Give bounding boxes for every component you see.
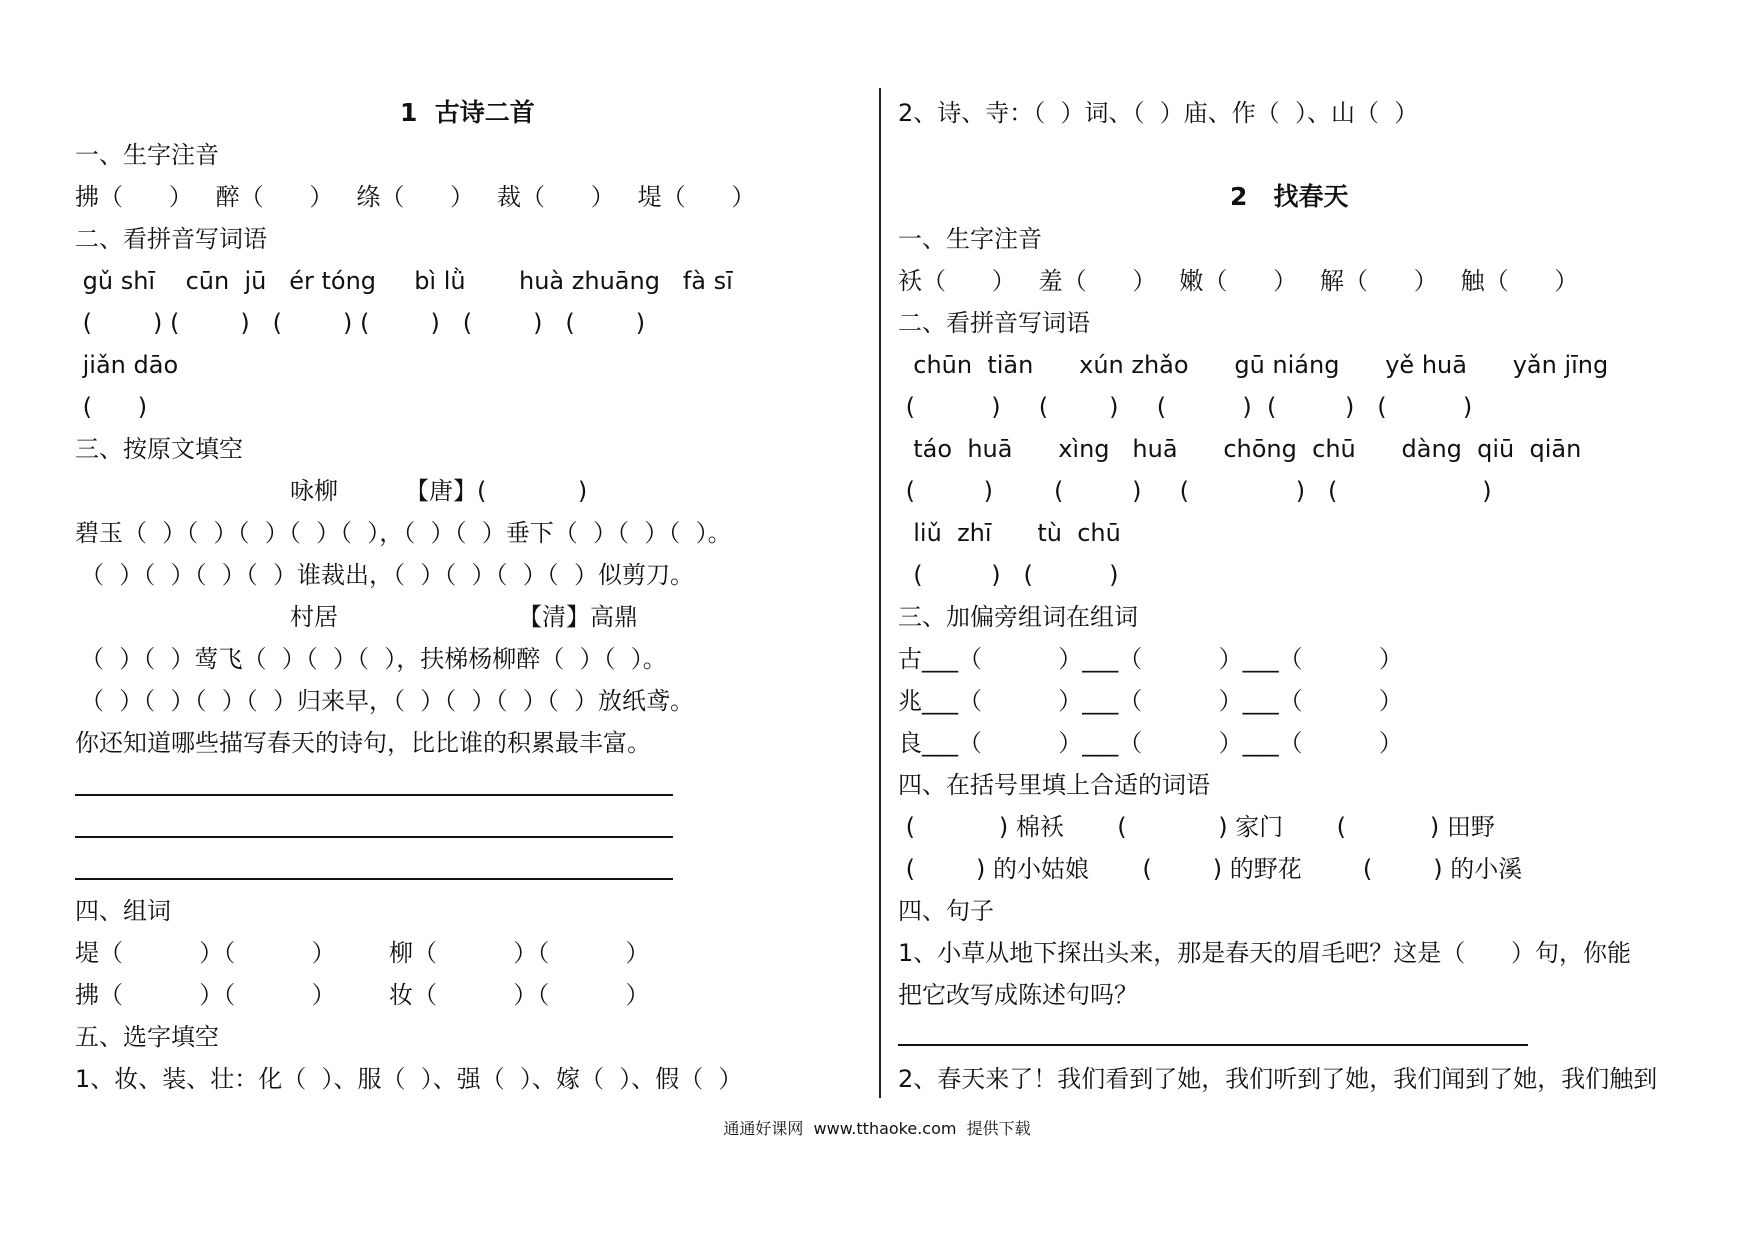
- lesson2-pinyin-row-2: táo huā xìng huā chōng chū dàng qiū qiān: [898, 435, 1582, 463]
- lesson2-sec3-heading: 三、加偏旁组词在组词: [898, 603, 1138, 631]
- column-divider: [879, 88, 881, 1098]
- lesson1-sec4-heading: 四、组词: [75, 897, 171, 925]
- lesson1-pinyin-row-1: gǔ shī cūn jū ér tóng bì lǜ huà zhuāng fà sī: [75, 267, 733, 295]
- word-group-line-2: 拂（ ）（ ） 妆（ ）（ ）: [75, 981, 650, 1009]
- poem2-line-1: （ ）（ ）莺飞（ ）（ ）（ ），扶梯杨柳醉（ ）（ ）。: [80, 645, 667, 673]
- spring-poem-question: 你还知道哪些描写春天的诗句，比比谁的积累最丰富。: [75, 729, 651, 757]
- poem2-author: 【清】高鼎: [518, 603, 638, 631]
- sentence-question-1-line-1: 1、小草从地下探出头来，那是春天的眉毛吧？这是（ ）句，你能: [898, 939, 1632, 967]
- lesson2-blank-row-3: ( ) ( ): [898, 561, 1119, 589]
- lesson1-blank-row-1: ( ) ( ) ( ) ( ) ( ) ( ): [75, 309, 646, 337]
- left-column: [0, 0, 870, 1240]
- lesson2-blank-row-1: ( ) ( ) ( ) ( ) ( ): [898, 393, 1473, 421]
- lesson2-sec5-heading: 四、句子: [898, 897, 994, 925]
- poem2-title: 村居: [290, 603, 338, 631]
- lesson1-char-phonetic-line: 拂（ ） 醉（ ） 绦（ ） 裁（ ） 堤（ ）: [75, 183, 756, 211]
- fill-word-line-2: ( ) 的小姑娘 ( ) 的野花 ( ) 的小溪: [898, 855, 1523, 883]
- lesson1-pinyin-row-2: jiǎn dāo: [75, 351, 179, 379]
- lesson2-pinyin-row-3: liǔ zhī tù chū: [898, 519, 1121, 547]
- answer-line-3: [75, 878, 673, 880]
- lesson1-sec3-heading: 三、按原文填空: [75, 435, 243, 463]
- lesson1-sec1-heading: 一、生字注音: [75, 141, 219, 169]
- poem1-line-1: 碧玉（ ）（ ）（ ）（ ）（ ），（ ）（ ）垂下（ ）（ ）（ ）。: [75, 519, 732, 547]
- fill-word-line-1: ( ) 棉袄 ( ) 家门 ( ) 田野: [898, 813, 1495, 841]
- word-group-line-1: 堤（ ）（ ） 柳（ ）（ ）: [75, 939, 650, 967]
- lesson2-title: 2 找春天: [1230, 182, 1349, 211]
- radical-line-1: 古___（ ）___（ ）___（ ）: [898, 645, 1403, 673]
- lesson2-char-phonetic-line: 袄（ ） 羞（ ） 嫩（ ） 解（ ） 触（ ）: [898, 267, 1579, 295]
- radical-line-2: 兆___（ ）___（ ）___（ ）: [898, 687, 1403, 715]
- choose-char-line-2: 2、诗、寺：（ ）词、（ ）庙、作（ ）、山（ ）: [898, 99, 1419, 127]
- lesson2-sec2-heading: 二、看拼音写词语: [898, 309, 1090, 337]
- right-column: [890, 0, 1754, 1240]
- lesson1-blank-row-2: ( ): [75, 393, 148, 421]
- lesson1-sec2-heading: 二、看拼音写词语: [75, 225, 267, 253]
- radical-line-3: 良___（ ）___（ ）___（ ）: [898, 729, 1403, 757]
- sentence-answer-line: [898, 1044, 1528, 1046]
- sentence-question-1-line-2: 把它改写成陈述句吗？: [898, 981, 1138, 1009]
- poem2-line-2: （ ）（ ）（ ）（ ）归来早，（ ）（ ）（ ）（ ）放纸鸢。: [80, 687, 695, 715]
- footer-credit: 通通好课网 www.tthaoke.com 提供下载: [723, 1119, 1031, 1138]
- poem1-title: 咏柳: [290, 477, 338, 505]
- choose-char-line-1: 1、妆、装、壮：化（ ）、服（ ）、强（ ）、嫁（ ）、假（ ）: [75, 1065, 743, 1093]
- poem1-line-2: （ ）（ ）（ ）（ ）谁裁出，（ ）（ ）（ ）（ ）似剪刀。: [80, 561, 695, 589]
- lesson2-sec1-heading: 一、生字注音: [898, 225, 1042, 253]
- poem1-author: 【唐】( ): [405, 477, 588, 505]
- lesson2-pinyin-row-1: chūn tiān xún zhǎo gū niáng yě huā yǎn jīng: [898, 351, 1609, 379]
- lesson1-title: 1 古诗二首: [400, 98, 535, 127]
- lesson2-blank-row-2: ( ) ( ) ( ) ( ): [898, 477, 1492, 505]
- lesson2-sec4-heading: 四、在括号里填上合适的词语: [898, 771, 1210, 799]
- answer-line-2: [75, 836, 673, 838]
- sentence-question-2-line-1: 2、春天来了！我们看到了她，我们听到了她，我们闻到了她，我们触到: [898, 1065, 1658, 1093]
- answer-line-1: [75, 794, 673, 796]
- lesson1-sec5-heading: 五、选字填空: [75, 1023, 219, 1051]
